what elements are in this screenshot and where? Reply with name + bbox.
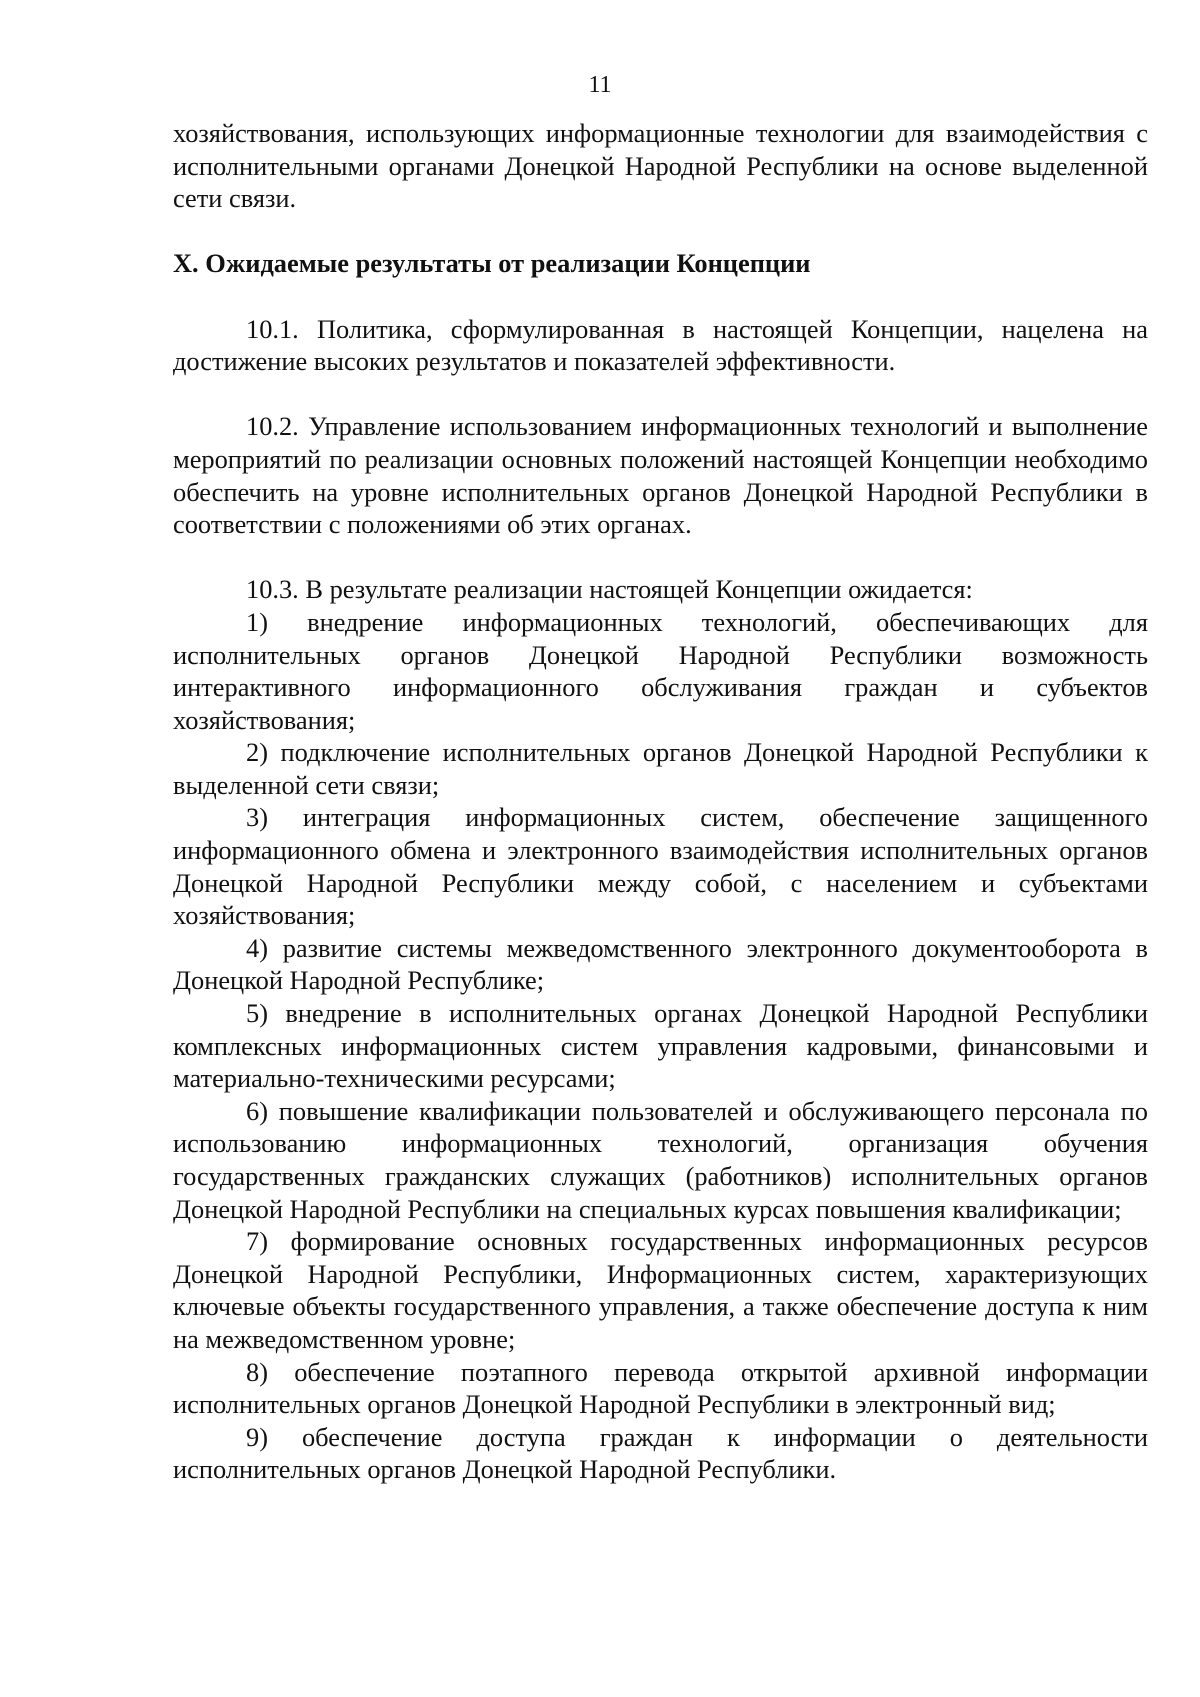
document-body	[173, 117, 1148, 1486]
list-item-5: 5) внедрение в исполнительных органах Донецкой Народной Республики комплексных информационных систем управления кадровыми, финансовыми и материально-техническими ресурсами;	[173, 998, 1148, 1094]
intro-paragraph: хозяйствования, использующих информационные технологии для взаимодействия с исполнительными органами Донецкой Народной Республики на основе выделенной сети связи.	[173, 118, 1148, 214]
list-item-8: 8) обеспечение поэтапного перевода открытой архивной информации исполнительных органов Донецкой Народной Республики в электронный вид;	[173, 1356, 1148, 1420]
list-item-3: 3) интеграция информационных систем, обеспечение защищенного информационного обмена и электронного взаимодействия исполнительных органов Донецкой Народной Республики между собой, с населением и субъектами хозяйствования;	[173, 802, 1148, 931]
list-item-4: 4) развитие системы межведомственного электронного документооборота в Донецкой Народной Республике;	[173, 932, 1148, 996]
list-item-6: 6) повышение квалификации пользователей и обслуживающего персонала по использованию информационных технологий, организация обучения государственных гражданских служащих (работников) исполнительных органов Донецкой Народной Республики на специальных курсах повышения квалификации;	[173, 1095, 1148, 1224]
list-item-2: 2) подключение исполнительных органов Донецкой Народной Республики к выделенной сети связи;	[173, 737, 1148, 800]
section-heading: X. Ожидаемые результаты от реализации Концепции	[173, 248, 811, 279]
list-item-1: 1) внедрение информационных технологий, обеспечивающих для исполнительных органов Донецкой Народной Республики возможность интерактивного информационного обслуживания граждан и субъектов хозяйствования;	[173, 606, 1148, 735]
list-item-9: 9) обеспечение доступа граждан к информации о деятельности исполнительных органов Донецкой Народной Республики.	[173, 1421, 1148, 1485]
page-number: 11	[588, 72, 612, 98]
paragraph-10-3: 10.3. В результате реализации настоящей Концепции ожидается:	[246, 574, 973, 605]
paragraph-10-2: 10.2. Управление использованием информационных технологий и выполнение мероприятий по реализации основных положений настоящей Концепции необходимо обеспечить на уровне исполнительных органов Донецкой Народной Республики в соответствии с положениями об этих органах.	[173, 411, 1148, 540]
list-item-7: 7) формирование основных государственных информационных ресурсов Донецкой Народной Республики, Информационных систем, характеризующих ключевые объекты государственного управления, а также обеспечение доступа к ним на межведомственном уровне;	[173, 1226, 1148, 1354]
paragraph-10-1: 10.1. Политика, сформулированная в настоящей Концепции, нацелена на достижение высоких результатов и показателей эффективности.	[173, 313, 1148, 377]
